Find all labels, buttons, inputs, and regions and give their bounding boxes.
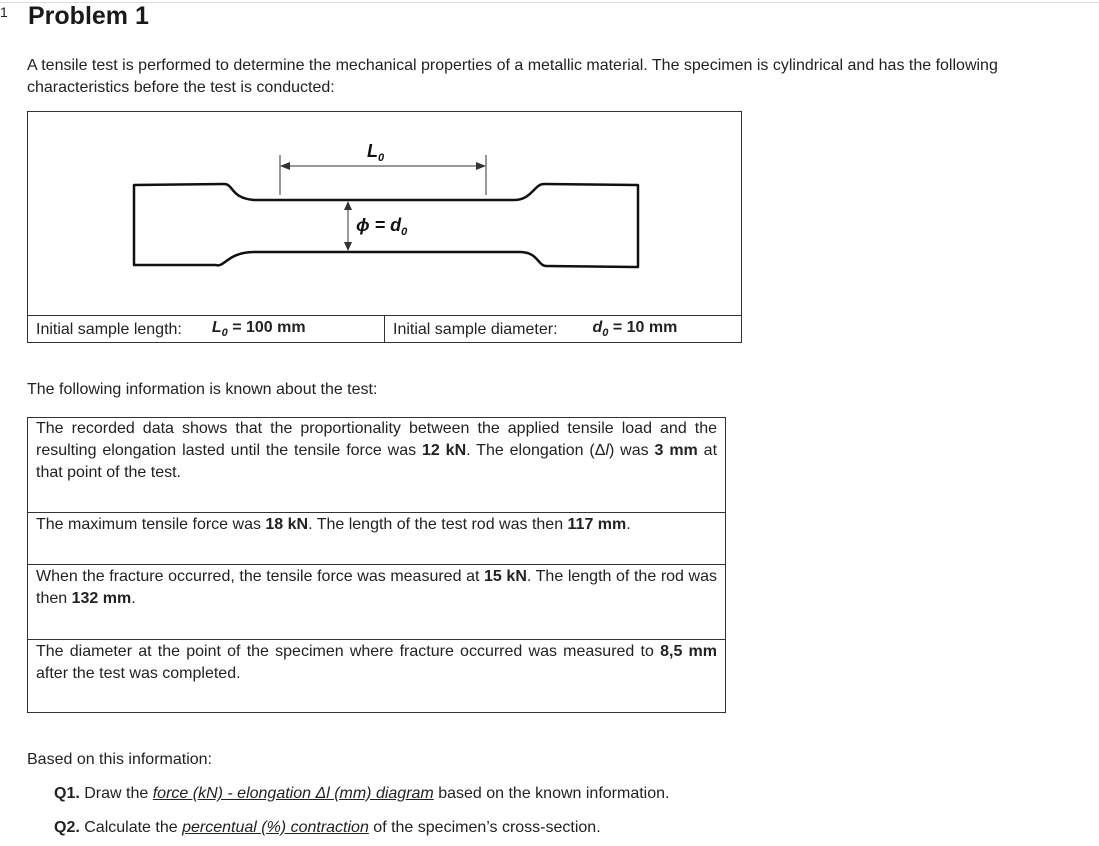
initial-diameter-label: Initial sample diameter:: [393, 320, 558, 338]
initial-length-value: $L_0 = 100$ mm: [211, 319, 306, 340]
tensile-specimen-drawing: [28, 112, 741, 315]
info-row-maximum-force: The maximum tensile force was 18 kN. The length of the test rod was then 117 mm.: [28, 512, 725, 564]
info-row-fracture: When the fracture occurred, the tensile force was measured at 15 kN. The length of the rod was then 132 mm.: [28, 564, 725, 639]
gauge-length-label: $L_0$: [367, 141, 385, 164]
diameter-label: $\phi = d_0$: [356, 215, 408, 238]
question-1: Q1. Draw the force (kN) - elongation Δl (mm) diagram based on the known information.: [54, 785, 670, 802]
top-divider: [0, 2, 1099, 3]
intro-paragraph: A tensile test is performed to determine the mechanical properties of a metallic material. The specimen is cylindrical and has the following characteristics before the test is conducted:: [27, 57, 998, 96]
known-info-heading: The following information is known about the test:: [27, 381, 378, 398]
specimen-specs-row: [28, 315, 741, 343]
initial-length-cell: [28, 316, 385, 343]
specimen-figure-box: [27, 111, 742, 343]
initial-diameter-value: $d_0 = 10$ mm: [592, 319, 678, 340]
info-row-proportional-limit: The recorded data shows that the proportionality between the applied tensile load and the resulting elongation lasted until the tensile force was 12 kN. The elongation (Δl) was 3 mm at that point of the test.: [36, 420, 718, 481]
initial-length-label: Initial sample length:: [36, 320, 182, 338]
based-on-heading: Based on this information:: [27, 751, 212, 768]
test-info-table: [27, 417, 726, 713]
q2-contraction-link[interactable]: percentual (%) contraction: [182, 819, 369, 836]
question-number: 1: [0, 4, 8, 20]
q1-diagram-link[interactable]: force (kN) - elongation Δl (mm) diagram: [152, 785, 434, 802]
problem-title: Problem 1: [28, 2, 149, 30]
question-2: Q2. Calculate the percentual (%) contraction of the specimen’s cross-section.: [54, 819, 601, 836]
info-row-fracture-diameter: The diameter at the point of the specimen where fracture occurred was measured to 8,5 mm after the test was completed.: [28, 639, 725, 712]
initial-diameter-cell: [385, 316, 741, 343]
